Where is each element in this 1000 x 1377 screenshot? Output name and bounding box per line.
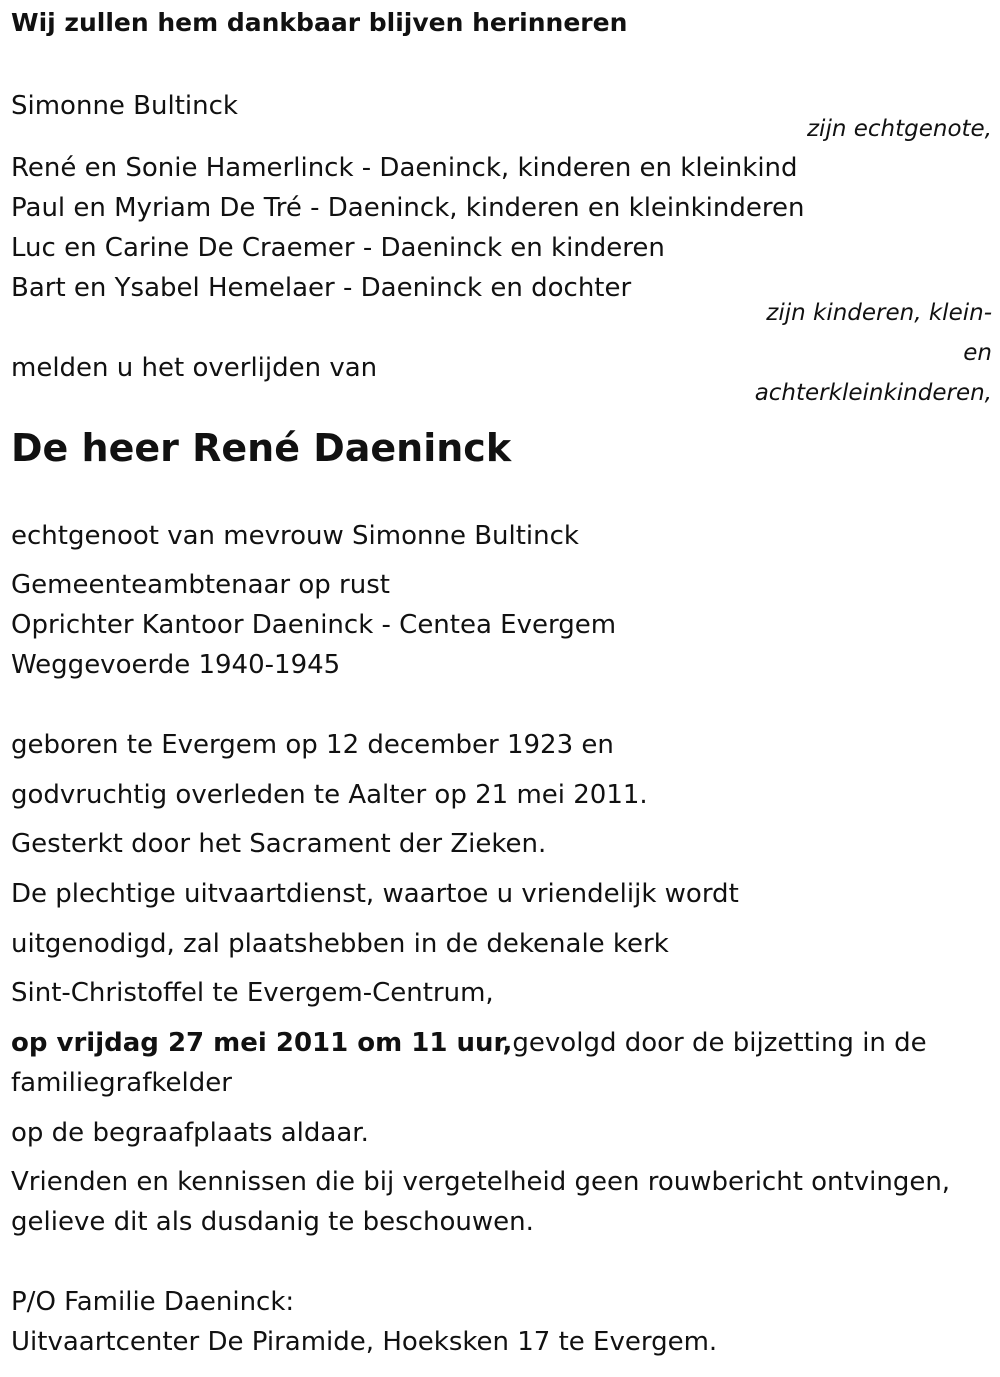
service-line [11,1023,927,1063]
body-line: godvruchtig overleden te Aalter op 21 mei 2011. [11,780,648,810]
contact-line: Uitvaartcenter De Piramide, Hoeksken 17 te Evergem. [11,1327,718,1357]
body-line: De plechtige uitvaartdienst, waartoe u vriendelijk wordt [11,879,739,909]
children-role-line: en [963,340,992,366]
closing-line: Vrienden en kennissen die bij vergetelheid geen rouwbericht ontvingen, [11,1167,951,1197]
body-line: geboren te Evergem op 12 december 1923 en [11,730,614,760]
spouse-of: echtgenoot van mevrouw Simonne Bultinck [11,521,579,551]
title-line: Oprichter Kantoor Daeninck - Centea Evergem [11,610,617,640]
children-role-line: achterkleinkinderen, [754,380,992,406]
title-line: Weggevoerde 1940-1945 [11,650,341,680]
announcement: melden u het overlijden van [11,353,378,383]
spouse-name: Simonne Bultinck [11,91,238,121]
service-line-2: familiegrafkelder [11,1068,232,1098]
closing-line: gelieve dit als dusdanig te beschouwen. [11,1207,534,1237]
children-role-line: zijn kinderen, klein- [766,300,992,326]
deceased-name: De heer René Daeninck [11,426,512,470]
closing-line: op de begraafplaats aldaar. [11,1118,369,1148]
spouse-role: zijn echtgenote, [806,116,992,142]
service-rest: gevolgd door de bijzetting in de [512,1028,927,1058]
header-title: Wij zullen hem dankbaar blijven herinneren [11,8,628,37]
service-date: op vrijdag 27 mei 2011 om 11 uur, [11,1028,513,1058]
child-line: Paul en Myriam De Tré - Daeninck, kinderen en kleinkinderen [11,193,805,223]
title-line: Gemeenteambtenaar op rust [11,570,390,600]
contact-line: P/O Familie Daeninck: [11,1287,295,1317]
child-line: René en Sonie Hamerlinck - Daeninck, kinderen en kleinkind [11,153,798,183]
child-line: Bart en Ysabel Hemelaer - Daeninck en dochter [11,273,632,303]
body-line: uitgenodigd, zal plaatshebben in de dekenale kerk [11,929,669,959]
body-line: Gesterkt door het Sacrament der Zieken. [11,829,547,859]
body-line: Sint-Christoffel te Evergem-Centrum, [11,978,494,1008]
child-line: Luc en Carine De Craemer - Daeninck en kinderen [11,233,665,263]
